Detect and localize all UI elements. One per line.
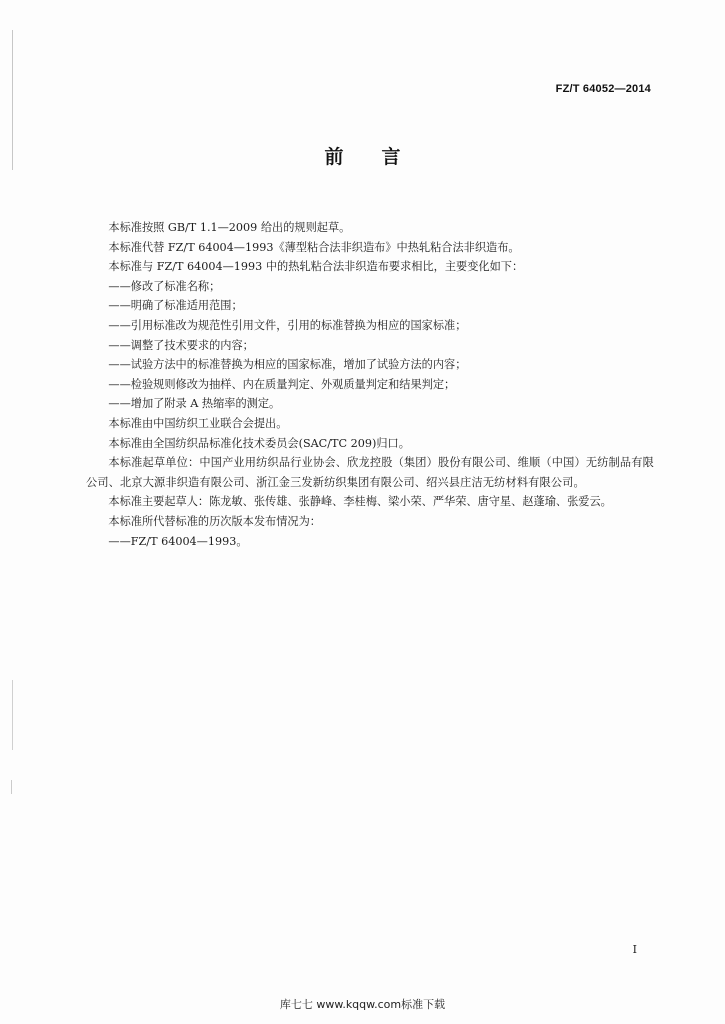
footer-watermark: 库七七 www.kqqw.com标准下载	[279, 998, 446, 1011]
scan-edge-mark	[12, 680, 13, 750]
list-item: ——引用标准改为规范性引用文件，引用的标准替换为相应的国家标准；	[108, 318, 467, 332]
paragraph: 本标准所代替标准的历次版本发布情况为：	[108, 514, 321, 528]
list-item: ——FZ/T 64004—1993。	[108, 534, 248, 548]
page-title: 前言	[324, 146, 439, 168]
paragraph: 本标准由中国纺织工业联合会提出。	[108, 416, 288, 430]
list-item: ——检验规则修改为抽样、内在质量判定、外观质量判定和结果判定；	[108, 377, 456, 391]
list-item: ——明确了标准适用范围；	[108, 299, 243, 313]
paragraph: 本标准按照 GB/T 1.1—2009 给出的规则起草。	[108, 221, 351, 234]
list-item: ——试验方法中的标准替换为相应的国家标准，增加了试验方法的内容；	[108, 358, 467, 372]
paragraph: 本标准与 FZ/T 64004—1993 中的热轧粘合法非织造布要求相比，主要变化如下：	[108, 260, 524, 274]
scan-edge-mark	[11, 780, 12, 794]
paragraph-drafters: 本标准主要起草人：陈龙敏、张传雄、张静峰、李桂梅、梁小荣、严华荣、唐守星、赵蓬瑜、张爱云。	[108, 495, 612, 509]
standard-code: FZ/T 64052—2014	[555, 83, 651, 95]
list-item: ——调整了技术要求的内容；	[108, 338, 254, 352]
paragraph: 本标准由全国纺织品标准化技术委员会(SAC/TC 209)归口。	[108, 436, 410, 450]
page-number: I	[632, 943, 637, 956]
paragraph-drafting-units: 本标准起草单位：中国产业用纺织品行业协会、欣龙控股（集团）股份有限公司、维顺（中国）无纺制品有限公司、北京大源非织造有限公司、浙江金三发新纺织集团有限公司、绍兴县庄洁无纺材料有限公司。	[86, 456, 654, 489]
list-item: ——修改了标准名称；	[108, 279, 221, 293]
paragraph: 本标准代替 FZ/T 64004—1993《薄型粘合法非织造布》中热轧粘合法非织造布。	[108, 240, 520, 254]
foreword-body	[86, 218, 654, 551]
list-item: ——增加了附录 A 热缩率的测定。	[108, 397, 281, 411]
